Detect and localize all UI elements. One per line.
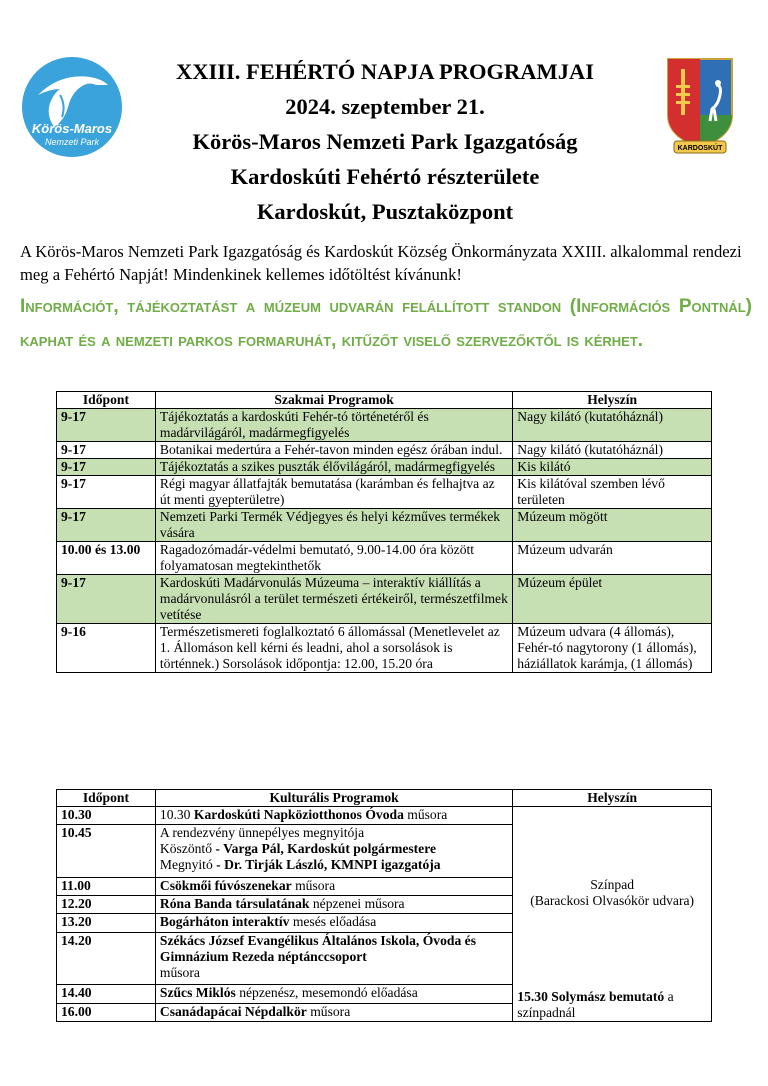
header-place: Helyszín	[513, 392, 712, 409]
korosmaros-logo	[20, 55, 124, 159]
title-line: Kardoskúti Fehértó részterülete	[230, 164, 540, 189]
cell-time: 16.00	[57, 1003, 156, 1021]
cell-program	[155, 914, 512, 932]
professional-programs-table	[56, 391, 712, 673]
program-text: műsora	[291, 877, 336, 893]
cell-program: Botanikai medertúra a Fehér-tavon minden egész órában indul.	[155, 442, 512, 459]
header-time: Időpont	[57, 790, 156, 807]
cell-time: 9-17	[57, 459, 156, 476]
intro-paragraph: A Körös-Maros Nemzeti Park Igazgatóság és Kardoskút Község Önkormányzata XXIII. alkalommal rendezi meg a Fehértó Napját! Mindenkinek kellemes időtöltést kívánunk!	[20, 242, 742, 284]
header-place: Helyszín	[513, 790, 712, 807]
coat-of-arms-icon	[664, 55, 736, 159]
cell-place	[513, 807, 712, 1022]
cell-program: Ragadozómadár-védelmi bemutató, 9.00-14.00 óra között folyamatosan megtekinthetők	[155, 542, 512, 575]
cell-place: Múzeum udvarán	[513, 542, 712, 575]
cell-time: 9-17	[57, 409, 156, 442]
cell-place: Kis kilátó	[513, 459, 712, 476]
table-row	[57, 509, 712, 542]
table-row	[57, 807, 712, 825]
program-text: műsora	[159, 964, 200, 980]
bold-performer-text: Bogárháton interaktív	[159, 914, 290, 930]
cell-time: 14.20	[57, 932, 156, 985]
cell-place: Múzeum udvara (4 állomás), Fehér-tó nagytorony (1 állomás), háziállatok karámja, (1 állomás)	[513, 624, 712, 673]
program-text: népzenei műsora	[309, 896, 405, 912]
cell-program	[155, 896, 512, 914]
cell-time: 12.20	[57, 896, 156, 914]
header-program: Szakmai Programok	[155, 392, 512, 409]
table-row	[57, 575, 712, 624]
falconry-time: 15.30 Solymász bemutató	[517, 989, 665, 1004]
cell-time: 9-17	[57, 509, 156, 542]
coat-of-arms-text: KARDOSKÚT	[677, 145, 723, 152]
cell-program: Tájékoztatás a kardoskúti Fehér-tó történetéről és madárvilágáról, madármegfigyelés	[155, 409, 512, 442]
cell-program	[155, 932, 512, 985]
cell-program: Kardoskúti Madárvonulás Múzeuma – interaktív kiállítás a madárvonulásról a terület természeti értékeiről, természetfilmek vetítése	[155, 575, 512, 624]
information-notice: Információt, tájékoztatást a múzeum udvarán felállított standon (Információs Pontnál) kaphat és a nemzeti parkos formaruhát, kitűzőt viselő szervezőktől is kérhet.	[20, 296, 752, 351]
table-row	[57, 476, 712, 509]
program-text: műsora	[306, 1003, 351, 1019]
table-header-row	[57, 790, 712, 807]
program-text: népzenész, mesemondó előadása	[235, 985, 418, 1001]
program-text: műsora	[403, 807, 448, 822]
cell-place: Nagy kilátó (kutatóháznál)	[513, 442, 712, 459]
bold-performer-text: Szűcs Miklós	[159, 985, 236, 1001]
cell-program	[155, 985, 512, 1003]
national-park-logo-icon	[20, 55, 124, 159]
cell-place: Múzeum mögött	[513, 509, 712, 542]
table-row	[57, 442, 712, 459]
program-text: Megnyitó	[159, 857, 217, 873]
cell-time: 14.40	[57, 985, 156, 1003]
cell-time: 10.30	[57, 807, 156, 825]
cell-program: Tájékoztatás a szikes puszták élővilágáról, madármegfigyelés	[155, 459, 512, 476]
logo-text-2: Nemzeti Park	[44, 137, 100, 147]
title-line: XXIII. FEHÉRTÓ NAPJA PROGRAMJAI	[176, 59, 594, 84]
falconry-place: a színpadnál	[517, 989, 674, 1020]
cell-program	[155, 825, 512, 878]
program-text: A rendezvény ünnepélyes megnyitója	[159, 825, 365, 841]
falconry-note	[517, 989, 707, 1021]
title-line: 2024. szeptember 21.	[285, 94, 485, 119]
cell-time: 10.00 és 13.00	[57, 542, 156, 575]
program-text: 10.30	[159, 807, 194, 822]
bold-performer-text: - Dr. Tirják László, KMNPI igazgatója	[216, 857, 441, 873]
header-program: Kulturális Programok	[155, 790, 512, 807]
bold-performer-text: Róna Banda társulatának	[159, 896, 310, 912]
bold-performer-text: Csanádapácai Népdalkör	[159, 1003, 307, 1019]
table-row	[57, 459, 712, 476]
program-text: mesés előadása	[289, 914, 377, 930]
bold-performer-text: Csökmői fúvószenekar	[159, 877, 292, 893]
cell-time: 11.00	[57, 877, 156, 895]
cell-program	[155, 807, 512, 825]
cell-time: 10.45	[57, 825, 156, 878]
cultural-programs-table	[56, 789, 712, 1022]
table-row	[57, 624, 712, 673]
header-time: Időpont	[57, 392, 156, 409]
table-row	[57, 409, 712, 442]
title-line: Kardoskút, Pusztaközpont	[256, 199, 514, 224]
cell-place: Múzeum épület	[513, 575, 712, 624]
cell-time: 9-17	[57, 442, 156, 459]
program-text: Köszöntő	[159, 841, 216, 857]
logo-text-1: Körös-Maros	[31, 121, 113, 136]
cell-time: 13.20	[57, 914, 156, 932]
cell-place: Nagy kilátó (kutatóháznál)	[513, 409, 712, 442]
kardoskut-coat-of-arms	[664, 55, 736, 159]
stage-location-line: Színpad	[590, 877, 635, 892]
cell-time: 9-16	[57, 624, 156, 673]
bold-performer-text: Székács József Evangélikus Általános Iskola, Óvoda és Gimnázium Rezeda néptánccsoport	[159, 932, 476, 964]
cell-time: 9-17	[57, 575, 156, 624]
page-title	[130, 54, 640, 229]
cell-program: Nemzeti Parki Termék Védjegyes és helyi kézműves termékek vására	[155, 509, 512, 542]
table-row	[57, 542, 712, 575]
cell-program: Természetismereti foglalkoztató 6 állomással (Menetlevelet az 1. Állomáson kell kérni és leadni, ahol a sorsolások is történnek.) Sorsolások időpontja: 12.00, 15.20 óra	[155, 624, 512, 673]
cell-time: 9-17	[57, 476, 156, 509]
cell-program	[155, 877, 512, 895]
cell-place: Kis kilátóval szemben lévő területen	[513, 476, 712, 509]
table-header-row	[57, 392, 712, 409]
cell-program	[155, 1003, 512, 1021]
title-line: Körös-Maros Nemzeti Park Igazgatóság	[192, 129, 578, 154]
stage-location-line: (Barackosi Olvasókör udvara)	[530, 893, 695, 908]
bold-performer-text: - Varga Pál, Kardoskút polgármestere	[215, 841, 437, 857]
bold-performer-text: Kardoskúti Napköziotthonos Óvoda	[193, 807, 404, 822]
cell-program: Régi magyar állatfajták bemutatása (karámban és felhajtva az út menti gyepterületre)	[155, 476, 512, 509]
stage-location	[517, 807, 707, 1021]
